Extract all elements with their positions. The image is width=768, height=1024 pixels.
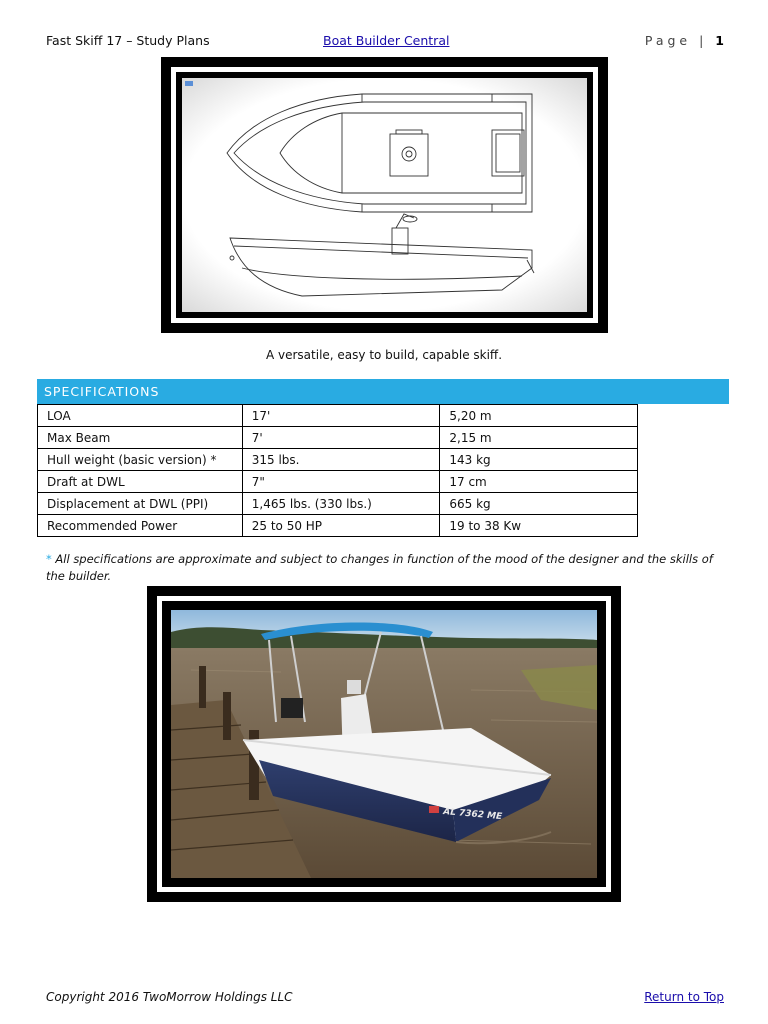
spec-imperial: 7" xyxy=(242,471,440,493)
table-row xyxy=(38,449,638,471)
spec-metric: 2,15 m xyxy=(440,427,638,449)
table-row xyxy=(38,427,638,449)
document-title: Fast Skiff 17 – Study Plans xyxy=(46,33,210,48)
spec-metric: 19 to 38 Kw xyxy=(440,515,638,537)
skiff-photo-illustration xyxy=(171,610,597,878)
spec-metric: 143 kg xyxy=(440,449,638,471)
specifications-table xyxy=(37,404,638,537)
table-row xyxy=(38,405,638,427)
spec-name: Displacement at DWL (PPI) xyxy=(38,493,243,515)
spec-name: Hull weight (basic version) * xyxy=(38,449,243,471)
boat-builder-central-link[interactable]: Boat Builder Central xyxy=(323,33,450,48)
table-row xyxy=(38,471,638,493)
spec-imperial: 25 to 50 HP xyxy=(242,515,440,537)
registration-number: AL 7362 ME xyxy=(442,807,503,823)
skiff-plan-drawing xyxy=(182,78,587,312)
boat-line-drawing xyxy=(182,78,587,312)
spec-metric: 5,20 m xyxy=(440,405,638,427)
spec-metric: 17 cm xyxy=(440,471,638,493)
page-label: Page | xyxy=(644,33,708,48)
spec-name: LOA xyxy=(38,405,243,427)
return-to-top-link[interactable]: Return to Top xyxy=(644,990,724,1004)
spec-imperial: 17' xyxy=(242,405,440,427)
spec-imperial: 315 lbs. xyxy=(242,449,440,471)
page-number xyxy=(645,33,724,48)
spec-name: Draft at DWL xyxy=(38,471,243,493)
table-row xyxy=(38,515,638,537)
spec-name: Recommended Power xyxy=(38,515,243,537)
drawing-caption: A versatile, easy to build, capable skiff. xyxy=(265,348,503,362)
table-row xyxy=(38,493,638,515)
spec-name: Max Beam xyxy=(38,427,243,449)
skiff-photo xyxy=(171,610,597,878)
page-number-value: 1 xyxy=(715,33,724,48)
page-footer xyxy=(46,990,724,1008)
boat-photo-frame xyxy=(147,586,621,902)
spec-imperial: 7' xyxy=(242,427,440,449)
specifications-footnote xyxy=(46,551,730,585)
footnote-asterisk: * xyxy=(46,552,52,566)
page-header xyxy=(46,33,726,53)
copyright-notice: Copyright 2016 TwoMorrow Holdings LLC xyxy=(46,990,293,1004)
line-drawing-frame xyxy=(161,57,608,333)
spec-metric: 665 kg xyxy=(440,493,638,515)
specifications-heading: SPECIFICATIONS xyxy=(37,379,729,404)
spec-imperial: 1,465 lbs. (330 lbs.) xyxy=(242,493,440,515)
footnote-text: All specifications are approximate and subject to changes in function of the mood of the designer and the skills of the builder. xyxy=(46,552,713,583)
